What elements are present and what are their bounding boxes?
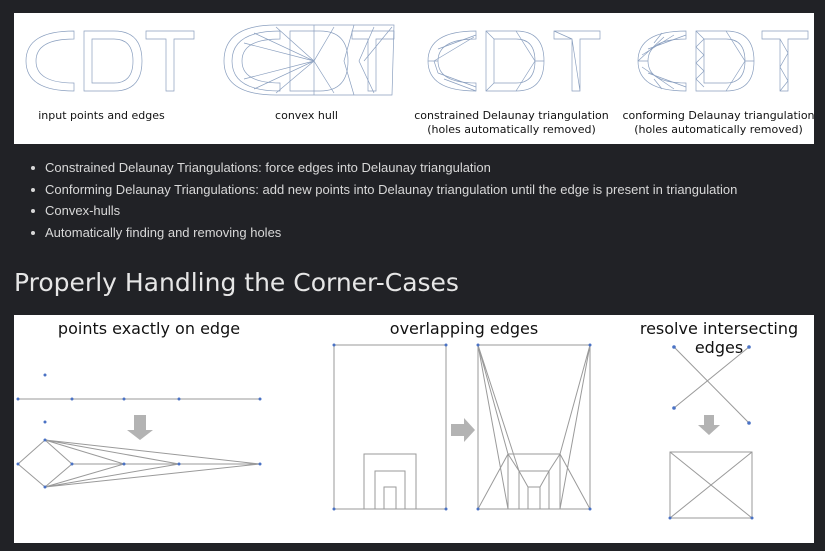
caption-conforming: conforming Delaunay triangulation (holes automatically removed): [622, 109, 815, 136]
corner-cases-figure: [14, 315, 814, 543]
corner-case-illustrations: [14, 315, 814, 543]
title-overlapping-edges: overlapping edges: [389, 319, 539, 338]
cdt-example-figure: [14, 13, 814, 144]
caption-convex-hull: convex hull: [275, 109, 338, 122]
feature-list: [26, 157, 737, 244]
list-item: Convex-hulls: [26, 200, 737, 222]
caption-input-points: input points and edges: [38, 109, 165, 122]
caption-constrained: constrained Delaunay triangulation (holes automatically removed): [414, 109, 609, 136]
title-points-on-edge: points exactly on edge: [57, 319, 241, 338]
title-intersecting-edges: resolve intersecting edges: [639, 319, 799, 357]
right-arrow-icon: [451, 418, 475, 442]
list-item: Automatically finding and removing holes: [26, 222, 737, 244]
down-arrow-icon: [698, 415, 720, 435]
list-item: Constrained Delaunay Triangulations: force edges into Delaunay triangulation: [26, 157, 737, 179]
list-item: Conforming Delaunay Triangulations: add new points into Delaunay triangulation until the edge is present in triangulation: [26, 179, 737, 201]
section-heading: Properly Handling the Corner-Cases: [14, 268, 459, 297]
down-arrow-icon: [127, 415, 153, 440]
